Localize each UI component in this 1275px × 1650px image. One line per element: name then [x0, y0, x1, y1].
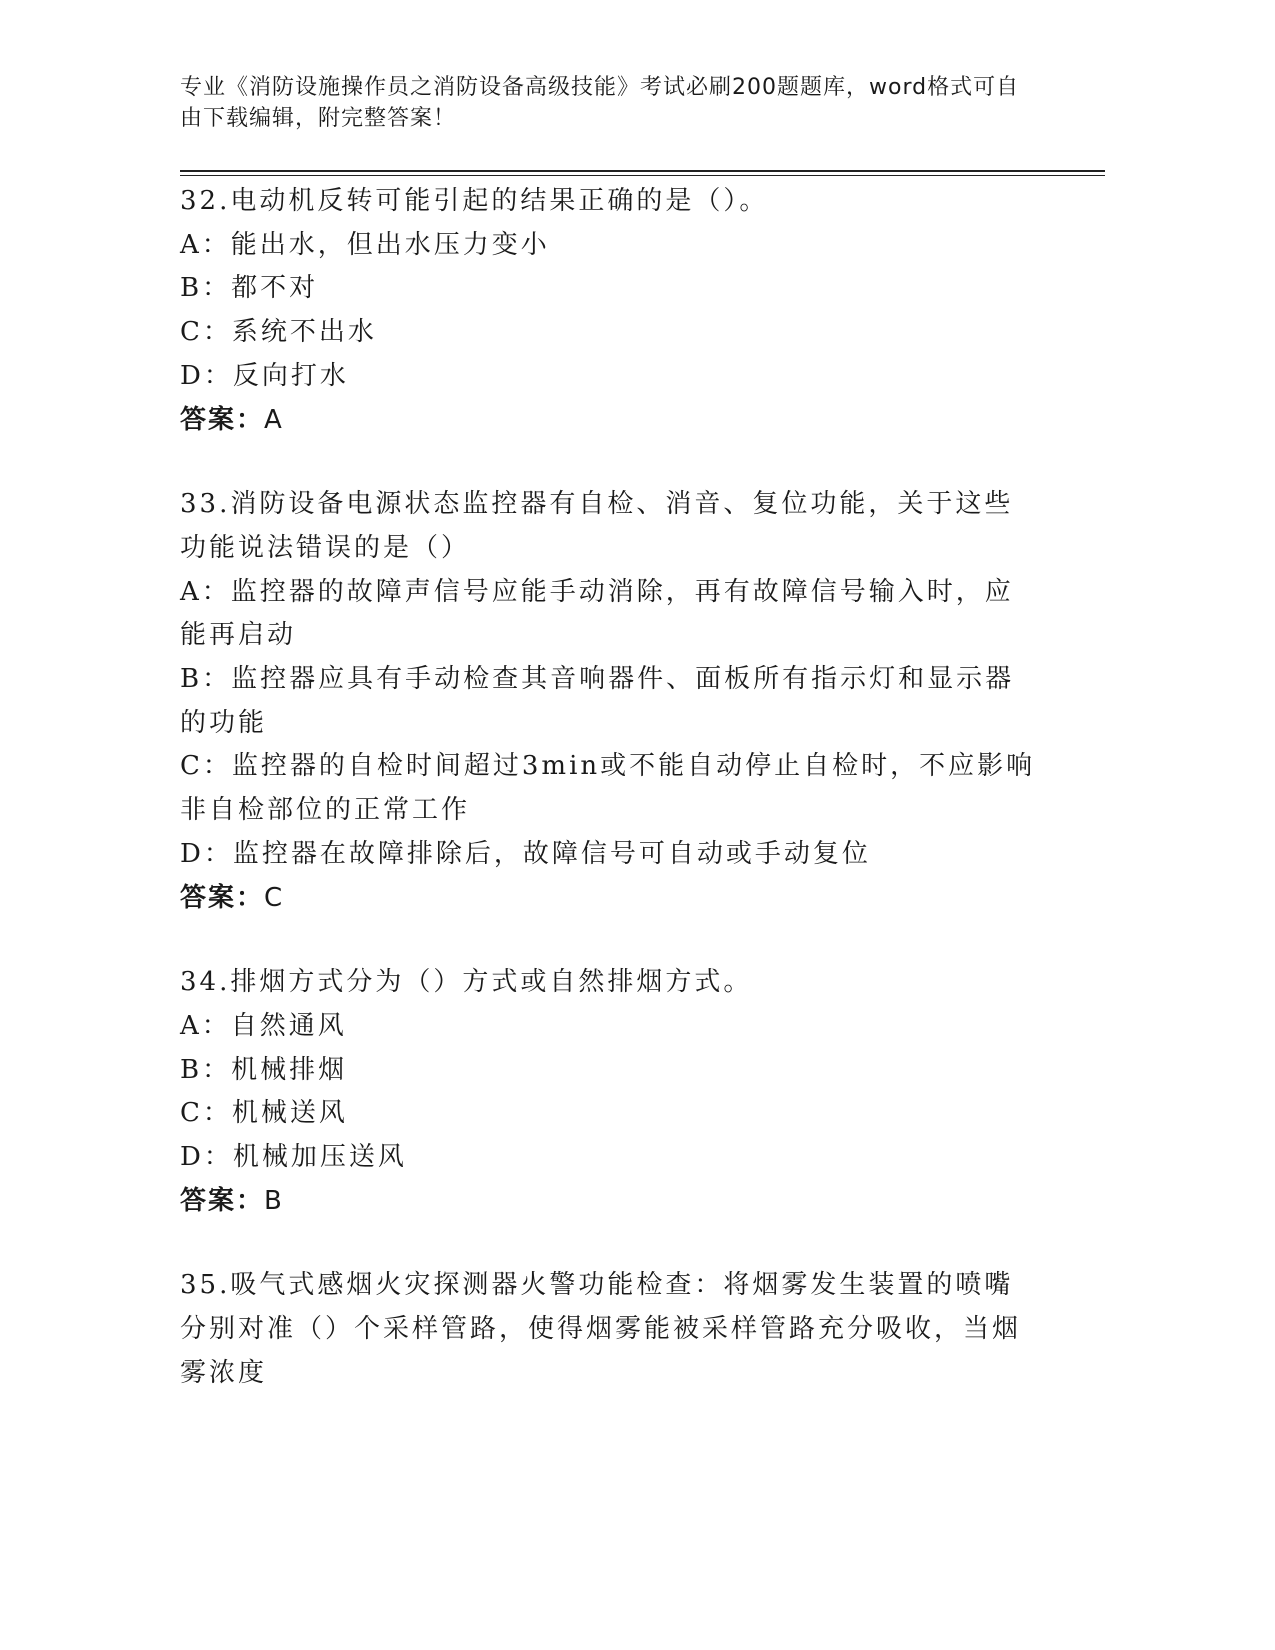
question-33: [180, 483, 1040, 920]
answer-line: [180, 877, 1040, 921]
header-divider-thin: [180, 175, 1105, 176]
question-35: [180, 1264, 1040, 1395]
answer-value: C: [264, 882, 285, 913]
question-stem: 33.消防设备电源状态监控器有自检、消音、复位功能，关于这些功能说法错误的是（）: [180, 489, 1014, 563]
option-a: A：监控器的故障声信号应能手动消除，再有故障信号输入时，应能再启动: [180, 576, 1014, 651]
option-c: C：监控器的自检时间超过3min或不能自动停止自检时，不应影响非自检部位的正常工作: [180, 751, 1036, 826]
answer-label: 答案：: [180, 1185, 265, 1216]
option-a: A：能出水，但出水压力变小: [180, 229, 550, 260]
question-34: [180, 961, 1040, 1223]
header-divider-thick: [180, 170, 1105, 172]
option-d: D：监控器在故障排除后，故障信号可自动或手动复位: [180, 838, 871, 869]
question-stem: 32.电动机反转可能引起的结果正确的是（）。: [180, 186, 769, 216]
answer-label: 答案：: [180, 404, 265, 435]
option-d: D：机械加压送风: [180, 1142, 407, 1173]
question-stem: 34.排烟方式分为（）方式或自然排烟方式。: [180, 967, 753, 998]
option-b: B：都不对: [180, 273, 319, 304]
document-header: 专业《消防设施操作员之消防设备高级技能》考试必刷200题题库，word格式可自由下载编辑，附完整答案！: [180, 75, 1020, 131]
answer-line: [180, 1180, 1040, 1224]
option-a: A：自然通风: [180, 1010, 347, 1041]
question-32: [180, 180, 1040, 442]
answer-value: A: [264, 404, 284, 435]
option-b: B：机械排烟: [180, 1054, 348, 1085]
answer-label: 答案：: [180, 882, 265, 913]
question-list: [180, 180, 1040, 1437]
option-c: C：机械送风: [180, 1098, 348, 1129]
option-c: C：系统不出水: [180, 317, 377, 348]
answer-value: B: [264, 1185, 284, 1216]
option-d: D：反向打水: [180, 360, 349, 391]
option-b: B：监控器应具有手动检查其音响器件、面板所有指示灯和显示器的功能: [180, 664, 1015, 738]
question-stem: 35.吸气式感烟火灾探测器火警功能检查：将烟雾发生装置的喷嘴分别对准（）个采样管路，使得烟雾能被采样管路充分吸收，当烟雾浓度: [180, 1270, 1022, 1388]
answer-line: [180, 399, 1040, 443]
